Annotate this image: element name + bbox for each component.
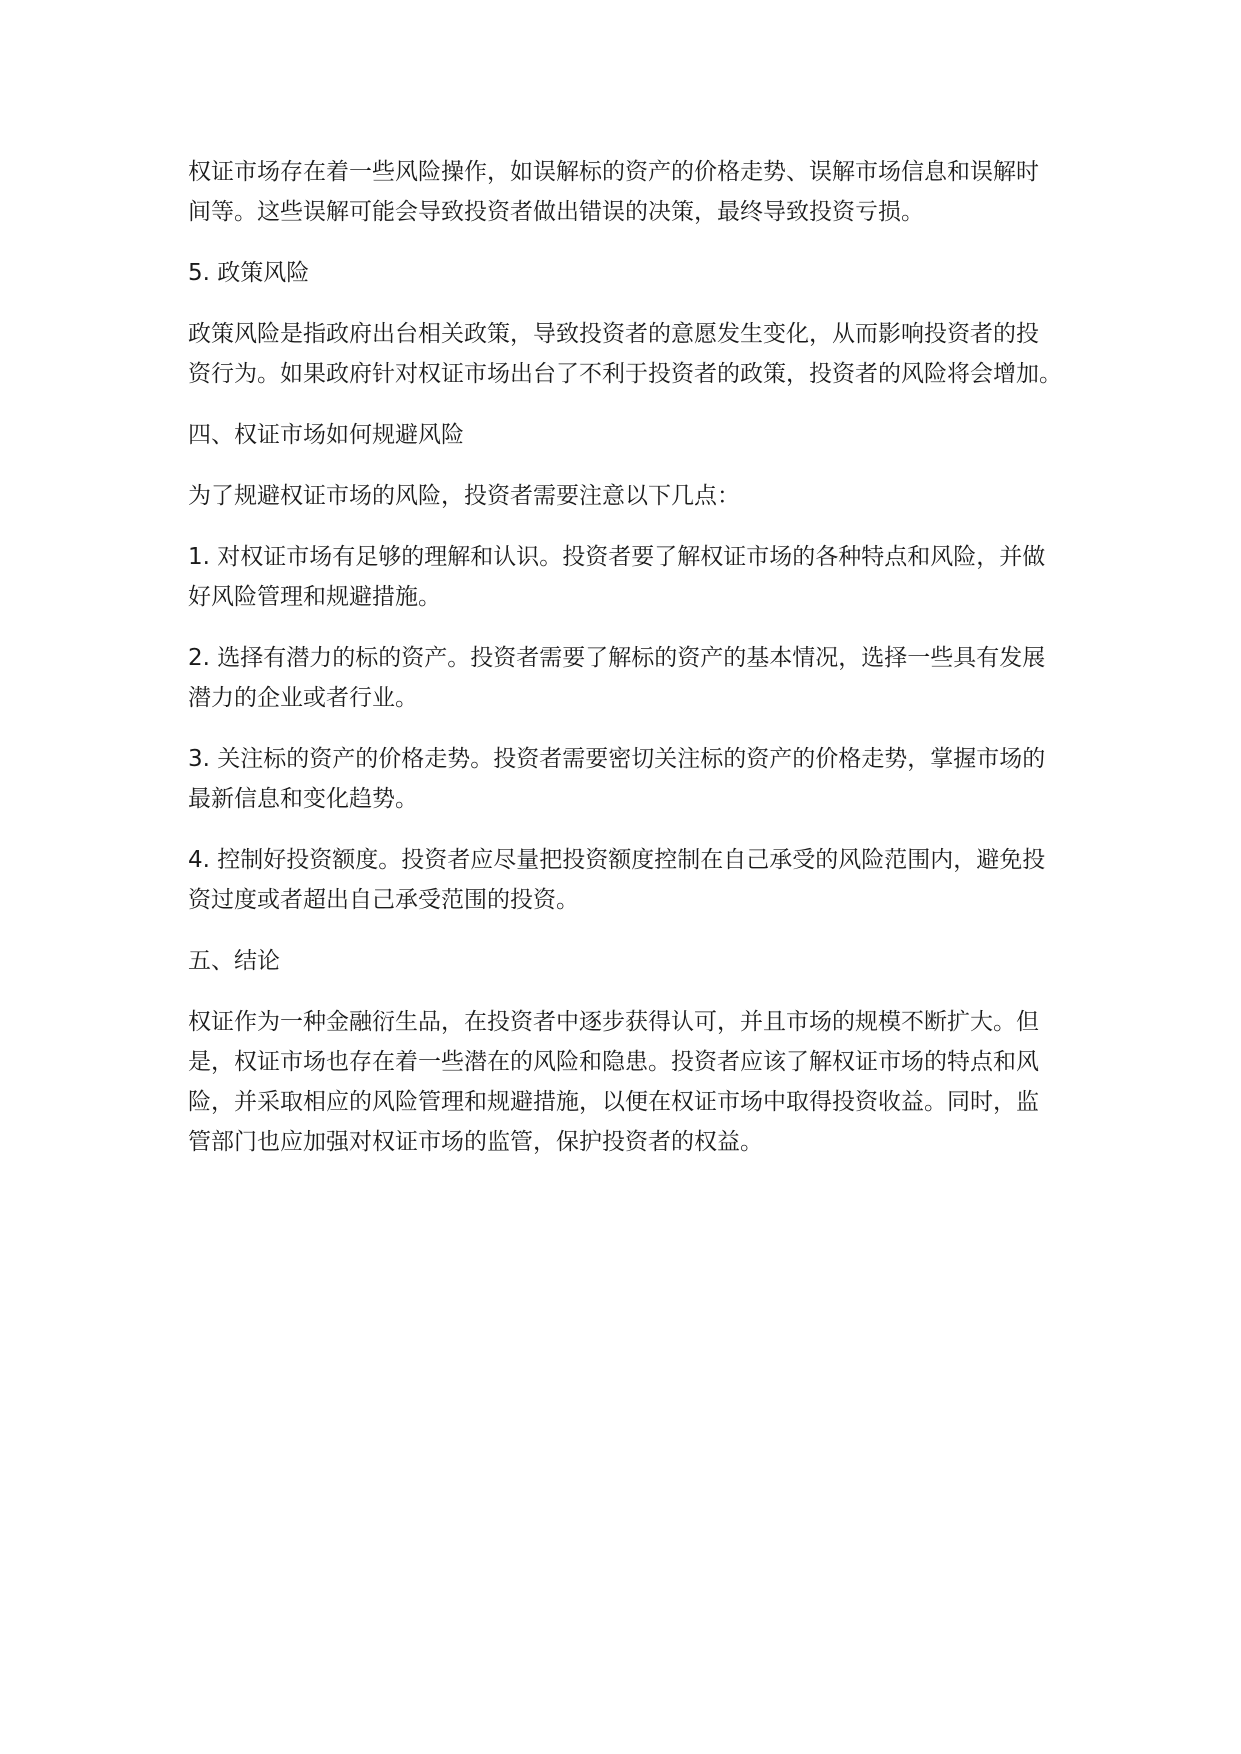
text-line: 管部门也应加强对权证市场的监管，保护投资者的权益。: [188, 1129, 763, 1155]
list-item-2: [188, 638, 1068, 718]
document-page: [188, 152, 1068, 1183]
text-line: 四、权证市场如何规避风险: [188, 422, 464, 448]
text-line: 权证市场存在着一些风险操作，如误解标的资产的价格走势、误解市场信息和误解时: [188, 159, 1039, 185]
paragraph-intro-points: [188, 476, 1068, 516]
paragraph-conclusion: [188, 1002, 1068, 1162]
text-line: 权证作为一种金融衍生品，在投资者中逐步获得认可，并且市场的规模不断扩大。但: [188, 1009, 1039, 1035]
text-line: 潜力的企业或者行业。: [188, 685, 418, 711]
text-line: 为了规避权证市场的风险，投资者需要注意以下几点：: [188, 483, 740, 509]
text-line: 2. 选择有潜力的标的资产。投资者需要了解标的资产的基本情况，选择一些具有发展: [188, 645, 1046, 671]
heading-conclusion: [188, 941, 1068, 981]
heading-avoid-risk: [188, 415, 1068, 455]
text-line: 1. 对权证市场有足够的理解和认识。投资者要了解权证市场的各种特点和风险，并做: [188, 544, 1046, 570]
text-line: 是，权证市场也存在着一些潜在的风险和隐患。投资者应该了解权证市场的特点和风: [188, 1049, 1039, 1075]
text-line: 5. 政策风险: [188, 260, 310, 286]
text-line: 资行为。如果政府针对权证市场出台了不利于投资者的政策，投资者的风险将会增加。: [188, 361, 1062, 387]
text-line: 政策风险是指政府出台相关政策，导致投资者的意愿发生变化，从而影响投资者的投: [188, 321, 1039, 347]
text-line: 资过度或者超出自己承受范围的投资。: [188, 887, 579, 913]
text-line: 最新信息和变化趋势。: [188, 786, 418, 812]
list-item-4: [188, 840, 1068, 920]
text-line: 险，并采取相应的风险管理和规避措施，以便在权证市场中取得投资收益。同时，监: [188, 1089, 1039, 1115]
text-line: 间等。这些误解可能会导致投资者做出错误的决策，最终导致投资亏损。: [188, 199, 924, 225]
paragraph-risk-operation: [188, 152, 1068, 232]
text-line: 五、结论: [188, 948, 280, 974]
text-line: 4. 控制好投资额度。投资者应尽量把投资额度控制在自己承受的风险范围内，避免投: [188, 847, 1046, 873]
list-item-1: [188, 537, 1068, 617]
list-item-3: [188, 739, 1068, 819]
paragraph-policy-risk: [188, 314, 1068, 394]
heading-policy-risk: [188, 253, 1068, 293]
text-line: 好风险管理和规避措施。: [188, 584, 441, 610]
text-line: 3. 关注标的资产的价格走势。投资者需要密切关注标的资产的价格走势，掌握市场的: [188, 746, 1046, 772]
